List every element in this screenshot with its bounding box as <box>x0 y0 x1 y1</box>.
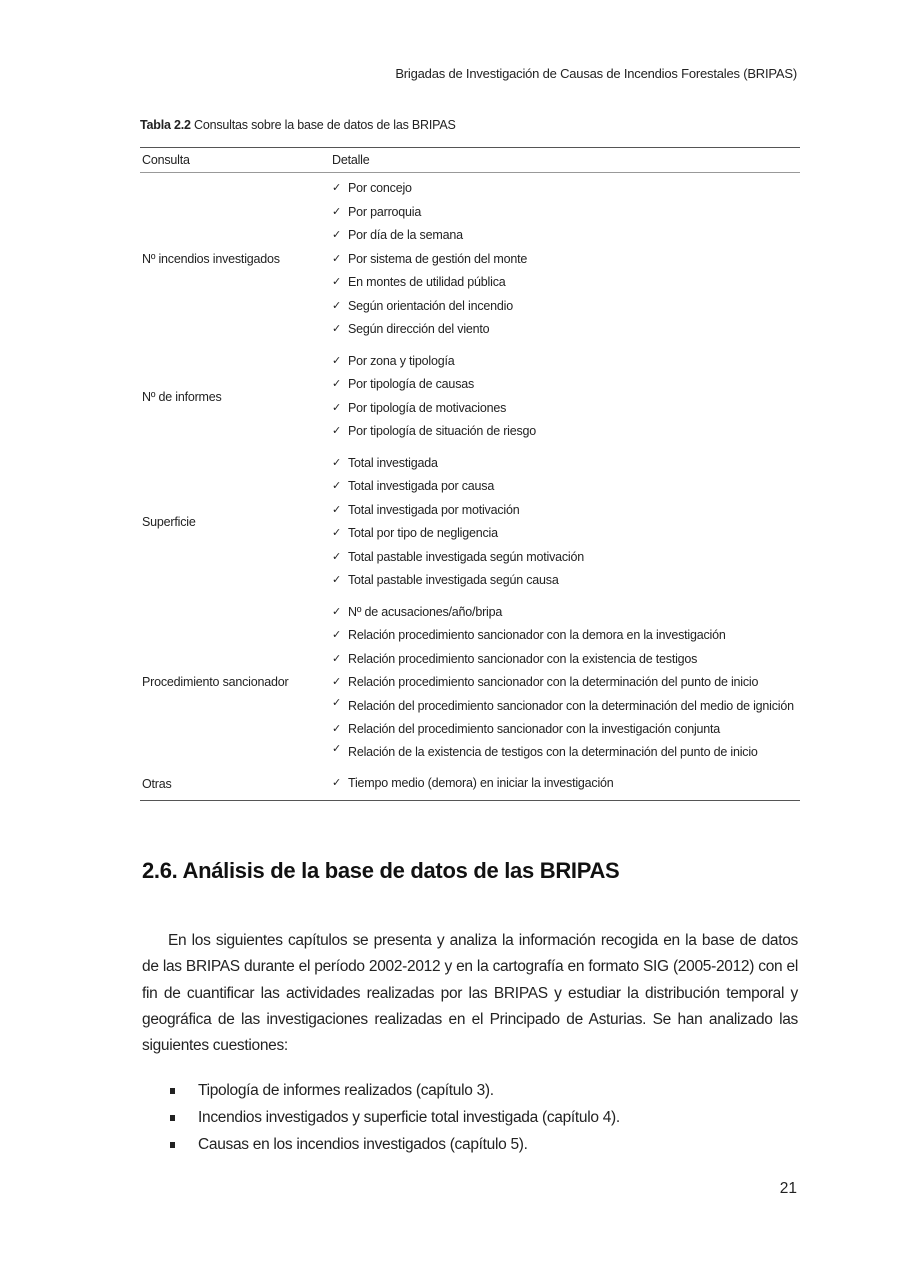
detalle-item: ✓ Por día de la semana <box>332 224 800 248</box>
check-icon: ✓ <box>332 276 342 288</box>
detalle-list <box>332 772 800 796</box>
square-bullet-icon <box>170 1088 175 1094</box>
consulta-cell: Superficie <box>142 515 196 529</box>
detalle-cell <box>332 452 800 593</box>
check-icon: ✓ <box>332 629 342 641</box>
check-icon: ✓ <box>332 743 342 755</box>
table-caption <box>140 118 456 132</box>
check-icon: ✓ <box>332 401 342 414</box>
consulta-cell: Otras <box>142 776 172 791</box>
detalle-item: ✓ Tiempo medio (demora) en iniciar la investigación <box>332 772 800 796</box>
detalle-item: ✓ Relación del procedimiento sancionador con la determinación del medio de ignición <box>332 696 794 713</box>
consulta-cell: Nº de informes <box>142 389 222 404</box>
page-number: 21 <box>779 1180 797 1197</box>
detalle-item: ✓ Total pastable investigada según causa <box>332 569 800 593</box>
check-icon: ✓ <box>332 480 342 492</box>
column-header-detalle: Detalle <box>332 153 370 167</box>
table-caption-label: Tabla 2.2 <box>140 118 191 132</box>
square-bullet-icon <box>170 1142 175 1148</box>
detalle-list <box>332 452 800 593</box>
detalle-item: ✓ Total investigada por motivación <box>332 499 800 523</box>
detalle-item: ✓ Relación procedimiento sancionador con la existencia de testigos <box>332 648 800 672</box>
detalle-item: ✓ En montes de utilidad pública <box>332 271 800 295</box>
running-header: Brigadas de Investigación de Causas de Incendios Forestales (BRIPAS) <box>395 66 797 81</box>
detalle-item: ✓ Según orientación del incendio <box>332 295 800 319</box>
chapter-list <box>168 1077 620 1158</box>
detalle-item: ✓ Por tipología de causas <box>332 373 800 397</box>
detalle-item: ✓ Relación procedimiento sancionador con la determinación del punto de inicio <box>332 671 800 695</box>
detalle-item: ✓ Por zona y tipología <box>332 350 800 374</box>
list-item: Incendios investigados y superficie total investigada (capítulo 4). <box>168 1104 620 1131</box>
column-header-consulta: Consulta <box>142 153 190 167</box>
detalle-item: ✓ Según dirección del viento <box>332 318 800 342</box>
check-icon: ✓ <box>332 354 342 367</box>
detalle-item: ✓ Por tipología de motivaciones <box>332 397 800 421</box>
check-icon: ✓ <box>332 182 342 194</box>
check-icon: ✓ <box>332 777 342 789</box>
table-row <box>140 597 800 769</box>
detalle-item: ✓ Total investigada por causa <box>332 475 800 499</box>
body-paragraph-text: En los siguientes capítulos se presenta y analiza la información recogida en la base de datos de las BRIPAS durante el período 2002-2012 y en la cartografía en formato SIG (2005-2012) con el fin de cuantificar las actividades realizadas por las BRIPAS y estudiar la distribución temporal y geográfica de las investigaciones realizadas en el Principado de Asturias. Se han analizado las siguientes cuestiones: <box>142 932 798 1055</box>
square-bullet-icon <box>170 1115 175 1121</box>
table-header-row <box>140 148 800 173</box>
detalle-list <box>332 350 800 444</box>
detalle-list <box>332 601 800 765</box>
list-item: Tipología de informes realizados (capítulo 3). <box>168 1077 620 1104</box>
table-row <box>140 768 800 800</box>
table-row <box>140 448 800 597</box>
section-title: 2.6. Análisis de la base de datos de las BRIPAS <box>142 858 620 883</box>
check-icon: ✓ <box>332 722 342 735</box>
queries-table <box>140 147 800 801</box>
table-row <box>140 173 800 346</box>
check-icon: ✓ <box>332 299 342 312</box>
detalle-item: ✓ Por tipología de situación de riesgo <box>332 420 800 444</box>
list-item: Causas en los incendios investigados (capítulo 5). <box>168 1131 620 1158</box>
detalle-item: ✓ Nº de acusaciones/año/bripa <box>332 601 800 625</box>
check-icon: ✓ <box>332 550 342 563</box>
table-caption-text: Consultas sobre la base de datos de las BRIPAS <box>190 118 456 132</box>
check-icon: ✓ <box>332 378 342 390</box>
check-icon: ✓ <box>332 605 342 618</box>
detalle-item: ✓ Relación del procedimiento sancionador con la investigación conjunta <box>332 718 800 742</box>
detalle-item: ✓ Total pastable investigada según motivación <box>332 546 800 570</box>
detalle-cell <box>332 350 800 444</box>
detalle-list <box>332 177 800 342</box>
check-icon: ✓ <box>332 323 342 335</box>
consulta-cell: Procedimiento sancionador <box>142 675 289 690</box>
table-body <box>140 173 800 800</box>
detalle-item: ✓ Por parroquia <box>332 201 800 225</box>
check-icon: ✓ <box>332 205 342 218</box>
detalle-cell <box>332 177 800 342</box>
check-icon: ✓ <box>332 425 342 437</box>
check-icon: ✓ <box>332 252 342 265</box>
body-paragraph <box>142 928 798 1059</box>
detalle-item: ✓ Total investigada <box>332 452 800 476</box>
check-icon: ✓ <box>332 527 342 539</box>
detalle-item: ✓ Por concejo <box>332 177 800 201</box>
detalle-item: ✓ Total por tipo de negligencia <box>332 522 800 546</box>
detalle-cell <box>332 601 800 765</box>
consulta-cell: Nº incendios investigados <box>142 252 280 267</box>
check-icon: ✓ <box>332 456 342 469</box>
detalle-cell <box>332 772 800 796</box>
check-icon: ✓ <box>332 676 342 688</box>
check-icon: ✓ <box>332 229 342 241</box>
check-icon: ✓ <box>332 503 342 516</box>
check-icon: ✓ <box>332 574 342 586</box>
detalle-item: ✓ Por sistema de gestión del monte <box>332 248 800 272</box>
detalle-item: ✓ Relación de la existencia de testigos con la determinación del punto de inicio <box>332 743 758 759</box>
check-icon: ✓ <box>332 696 342 709</box>
check-icon: ✓ <box>332 652 342 665</box>
detalle-item: ✓ Relación procedimiento sancionador con la demora en la investigación <box>332 624 800 648</box>
table-row <box>140 346 800 448</box>
